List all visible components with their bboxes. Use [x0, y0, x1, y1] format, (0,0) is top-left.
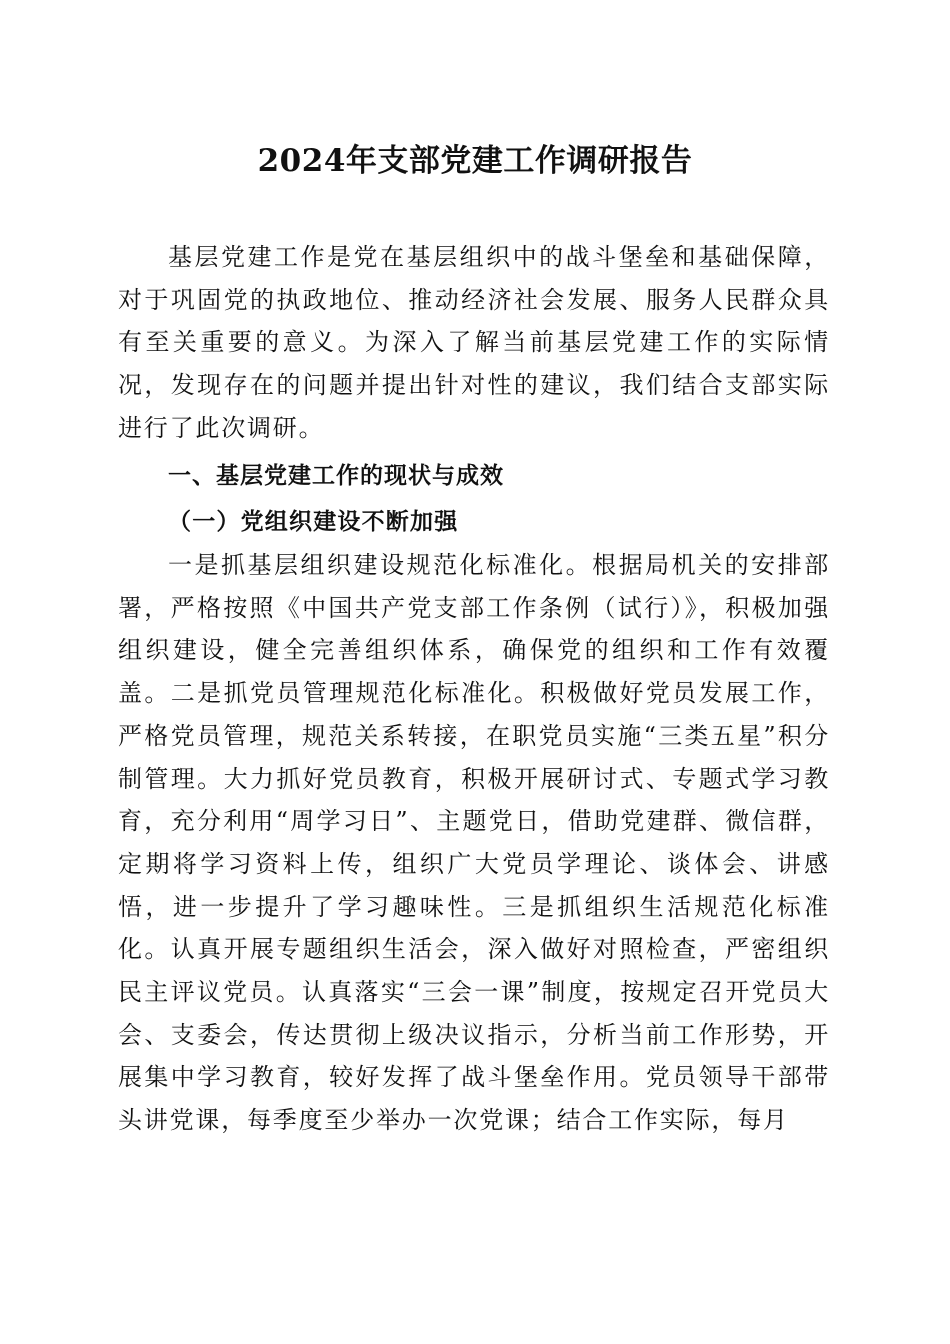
subsection-heading: （一）党组织建设不断加强 [168, 508, 459, 535]
section-paragraph: 一是抓基层组织建设规范化标准化。根据局机关的安排部署，严格按照《中国共产党支部工作条例（试行）》，积极加强组织建设，健全完善组织体系，确保党的组织和工作有效覆盖。二是抓党员管理规范化标准化。积极做好党员发展工作，严格党员管理，规范关系转接，在职党员实施“三类五星”积分制管理。大力抓好党员教育，积极开展研讨式、专题式学习教育，充分利用“周学习日”、主题党日，借助党建群、微信群，定期将学习资料上传，组织广大党员学理论、谈体会、讲感悟，进一步提升了学习趣味性。三是抓组织生活规范化标准化。认真开展专题组织生活会，深入做好对照检查，严密组织民主评议党员。认真落实“三会一课”制度，按规定召开党员大会、支委会，传达贯彻上级决议指示，分析当前工作形势，开展集中学习教育，较好发挥了战斗堡垒作用。党员领导干部带头讲党课，每季度至少举办一次党课；结合工作实际，每月 [118, 551, 830, 1135]
intro-paragraph: 基层党建工作是党在基层组织中的战斗堡垒和基础保障，对于巩固党的执政地位、推动经济社会发展、服务人民群众具有至关重要的意义。为深入了解当前基层党建工作的实际情况，发现存在的问题并提出针对性的建议，我们结合支部实际进行了此次调研。 [118, 243, 830, 442]
document-title: 2024年支部党建工作调研报告 [257, 143, 693, 179]
section-heading: 一、基层党建工作的现状与成效 [168, 463, 504, 489]
